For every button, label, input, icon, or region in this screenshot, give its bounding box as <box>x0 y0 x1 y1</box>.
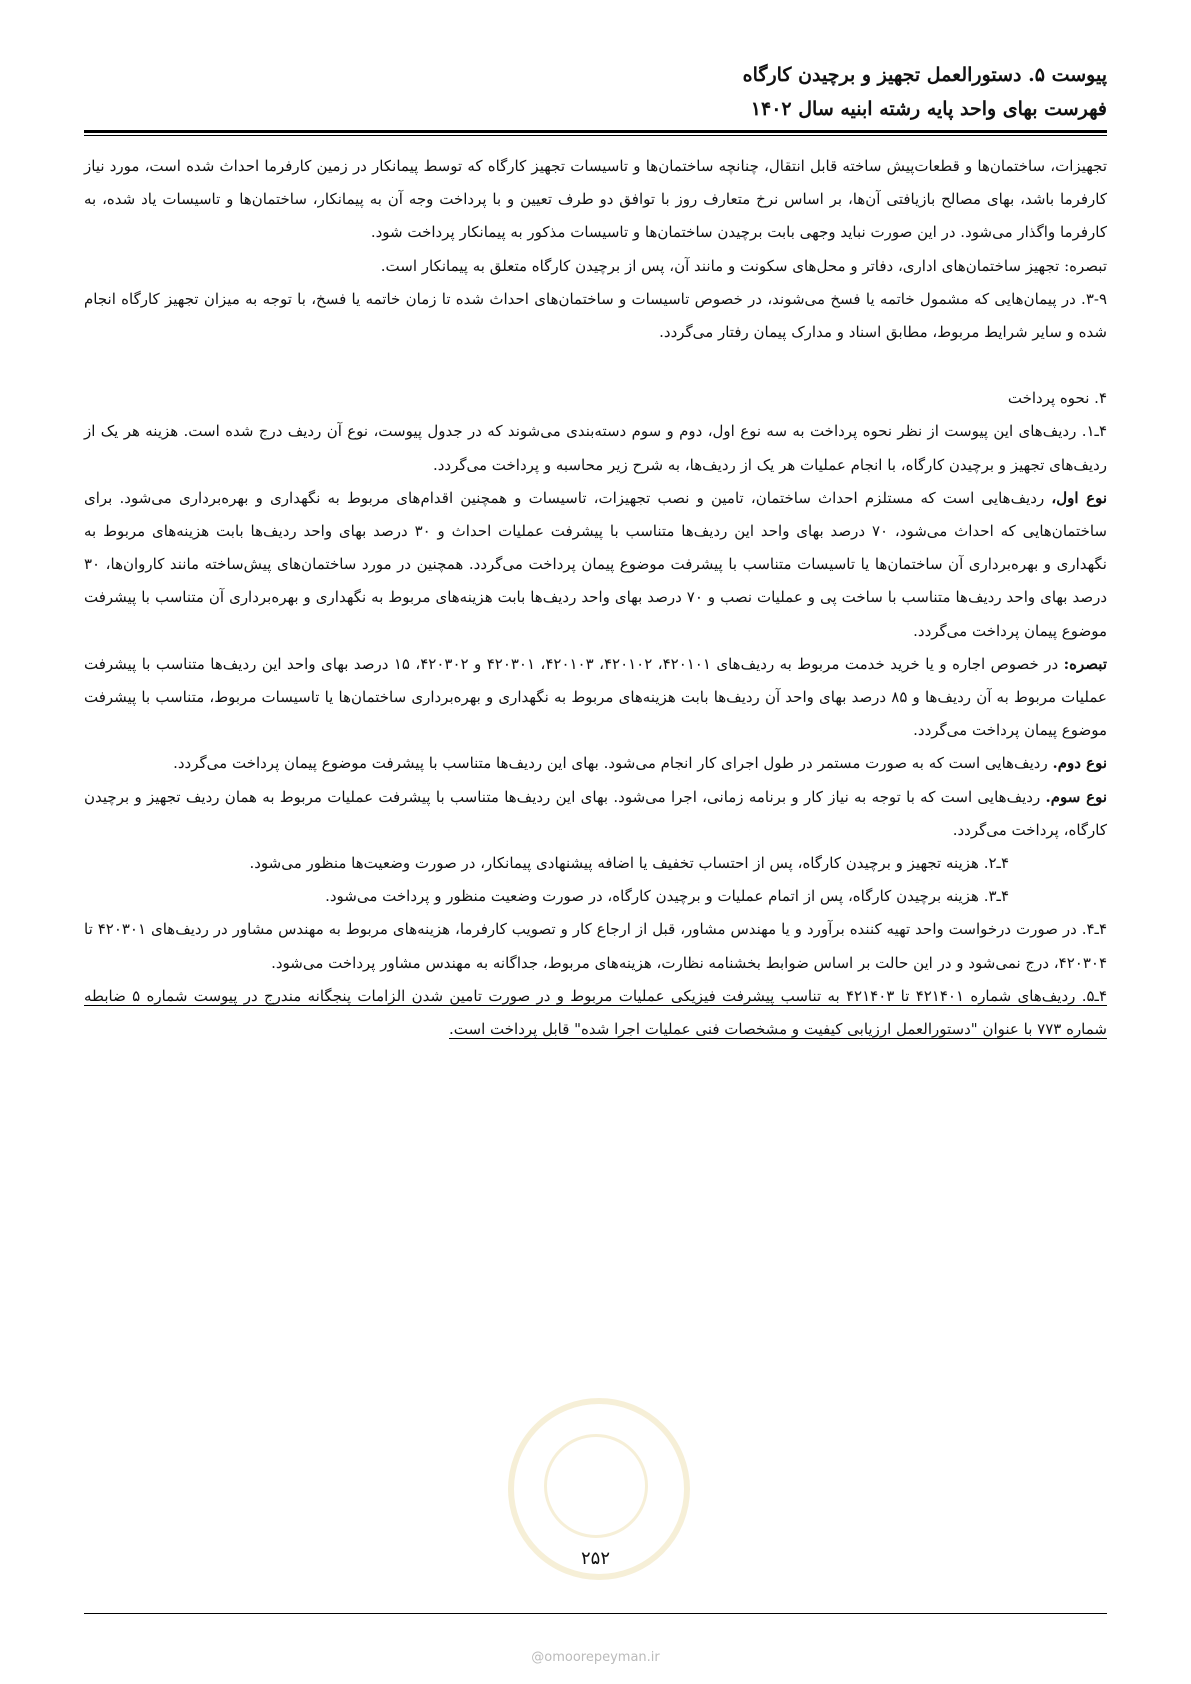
paragraph: تجهیزات، ساختمان‌ها و قطعات‌پیش ساخته قابل انتقال، چنانچه ساختمان‌ها و تاسیسات تجهیز کارگاه که توسط پیمانکار در زمین کارفرما احداث شده است، مورد نیاز کارفرما باشد، بهای مصالح بازیافتی آن‌ها، بر اساس نرخ متعارف روز با توافق دو طرف تعیین و با پرداخت وجه آن به پیمانکار، ساختمان‌ها و تاسیسات یاد شده، به کارفرما واگذار می‌شود. در این صورت نباید وجهی بابت برچیدن ساختمان‌ها و تاسیسات مذکور به پیمانکار پرداخت شود. <box>84 157 1107 242</box>
footer-rule <box>84 1613 1107 1614</box>
body-text <box>84 150 1107 1046</box>
footer-watermark: @omoorepeyman.ir <box>531 1650 660 1665</box>
paragraph-underlined <box>84 980 1107 1046</box>
header-rule <box>84 130 1107 133</box>
type3-text: ردیف‌هایی است که با توجه به نیاز کار و برنامه زمانی، اجرا می‌شود. بهای این ردیف‌ها متناسب با پیشرفت عملیات مربوط به همان ردیف تجهیز و برچیدن کارگاه، پرداخت می‌گردد. <box>84 787 1107 839</box>
type1-text: ردیف‌هایی است که مستلزم احداث ساختمان، تامین و نصب تجهیزات، تاسیسات و همچنین اقدام‌های مربوط به نگهداری و بهره‌برداری می‌شود. برای ساختمان‌هایی که احداث می‌شود، ۷۰ درصد بهای واحد این ردیف‌ها متناسب با پیشرفت عملیات احداث و ۳۰ درصد بهای واحد ردیف‌ها بابت هزینه‌های مربوط به نگهداری و بهره‌برداری آن ساختمان‌ها یا تاسیسات متناسب با پیشرفت موضوع پیمان پرداخت می‌گردد. همچنین در مورد ساختمان‌های پیش‌ساخته مانند کاروان‌ها، ۳۰ درصد بهای واحد ردیف‌ها متناسب با ساخت پی و عملیات نصب و ۷۰ درصد بهای واحد ردیف‌ها بابت هزینه‌های مربوط به نگهداری و بهره‌برداری آن متناسب با پیشرفت موضوع پیمان پرداخت می‌گردد. <box>84 488 1108 640</box>
type1-label: نوع اول، <box>1051 488 1107 507</box>
paragraph-type2 <box>84 747 1107 780</box>
page-header <box>84 58 1107 126</box>
paragraph: تبصره: تجهیز ساختمان‌های اداری، دفاتر و محل‌های سکونت و مانند آن، پس از برچیدن کارگاه متعلق به پیمانکار است. <box>380 256 1107 275</box>
paragraph: ۴ـ۴. در صورت درخواست واحد تهیه کننده برآورد و یا مهندس مشاور، قبل از ارجاع کار و تصویب کارفرما، هزینه‌های مربوط به مهندس مشاور در ردیف‌های ۴۲۰۳۰۱ تا ۴۲۰۳۰۴، درج نمی‌شود و در این حالت بر اساس ضوابط بخشنامه نظارت، هزینه‌های مربوط، جداگانه به مهندس مشاور پرداخت می‌شود. <box>84 920 1107 972</box>
type2-label: نوع دوم. <box>1052 754 1107 773</box>
note-text: در خصوص اجاره و یا خرید خدمت مربوط به ردیف‌های ۴۲۰۱۰۱، ۴۲۰۱۰۲، ۴۲۰۱۰۳، ۴۲۰۳۰۱ و ۴۲۰۳۰۲، ۱۵ درصد بهای واحد این ردیف‌ها متناسب با پیشرفت عملیات مربوط به آن ردیف‌ها و ۸۵ درصد بهای واحد آن ردیف‌ها بابت هزینه‌های مربوط به نگهداری و بهره‌برداری ساختمان‌ها یا تاسیسات مربوط، متناسب با پیشرفت موضوع پیمان پرداخت می‌گردد. <box>84 654 1107 740</box>
paragraph-note <box>84 648 1107 748</box>
section-title: ۴. نحوه پرداخت <box>1007 389 1107 408</box>
paragraph: ۴ـ۱. ردیف‌های این پیوست از نظر نحوه پرداخت به سه نوع اول، دوم و سوم دسته‌بندی می‌شوند که در جدول پیوست، نوع آن ردیف درج شده است. هزینه هر یک از ردیف‌های تجهیز و برچیدن کارگاه، با انجام عملیات هر یک از ردیف‌ها، به شرح زیر محاسبه و پرداخت می‌گردد. <box>84 422 1107 474</box>
paragraph: ۳-۹. در پیمان‌هایی که مشمول خاتمه یا فسخ می‌شوند، در خصوص تاسیسات و ساختمان‌های احداث شده تا زمان خاتمه یا فسخ، با توجه به میزان تجهیز کارگاه انجام شده و سایر شرایط مربوط، مطابق اسناد و مدارک پیمان رفتار می‌گردد. <box>84 289 1107 342</box>
paragraph: ۴ـ۳. هزینه برچیدن کارگاه، پس از اتمام عملیات و برچیدن کارگاه، در صورت وضعیت منظور و پرداخت می‌شود. <box>325 887 1009 906</box>
type2-text: ردیف‌هایی است که به صورت مستمر در طول اجرای کار انجام می‌شود. بهای این ردیف‌ها متناسب با پیشرفت موضوع پیمان پرداخت می‌گردد. <box>173 754 1053 773</box>
header-title: پیوست ۵. دستورالعمل تجهیز و برچیدن کارگاه <box>742 64 1107 86</box>
underlined-text: ۴ـ۵. ردیف‌های شماره ۴۲۱۴۰۱ تا ۴۲۱۴۰۳ به تناسب پیشرفت فیزیکی عملیات مربوط و در صورت تامین شدن الزامات پنجگانه مندرج در پیوست شماره ۵ ضابطه شماره ۷۷۳ با عنوان "دستورالعمل ارزیابی کیفیت و مشخصات فنی عملیات اجرا شده" قابل پرداخت است. <box>84 986 1107 1039</box>
paragraph: ۴ـ۲. هزینه تجهیز و برچیدن کارگاه، پس از احتساب تخفیف یا اضافه پیشنهادی پیمانکار، در صورت وضعیت‌ها منظور می‌شود. <box>249 854 1009 873</box>
note-label: تبصره: <box>1063 654 1107 673</box>
paragraph-type3 <box>84 781 1107 847</box>
type3-label: نوع سوم. <box>1045 787 1107 806</box>
header-subtitle: فهرست بهای واحد پایه رشته ابنیه سال ۱۴۰۲ <box>750 98 1107 120</box>
page-number: ۲۵۲ <box>580 1548 610 1569</box>
paragraph-type1 <box>84 482 1107 648</box>
header-rule-thin <box>84 135 1107 136</box>
